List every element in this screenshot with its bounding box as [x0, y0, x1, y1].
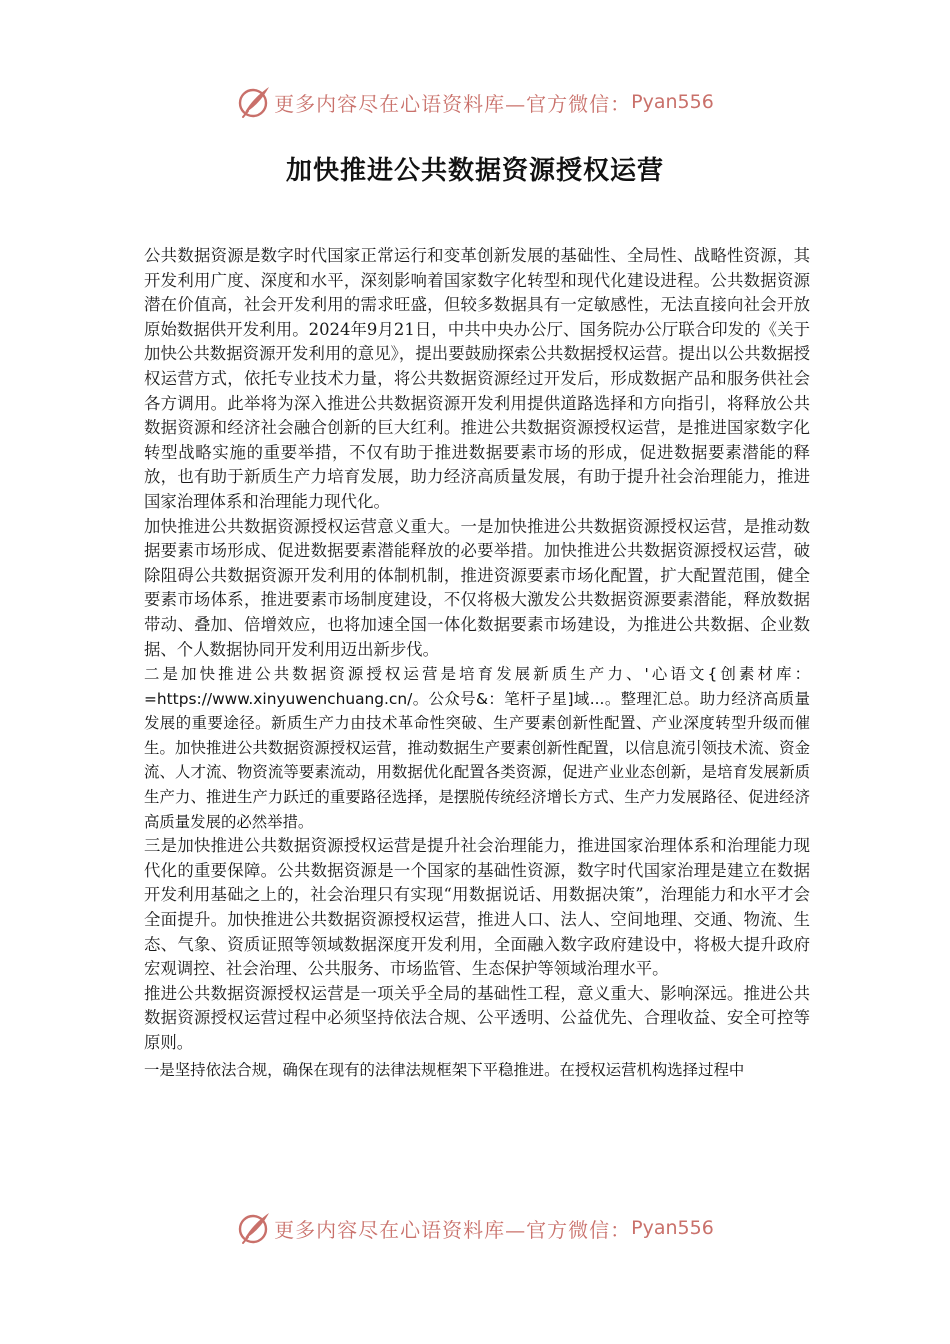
footer-banner [0, 1208, 950, 1248]
banner-wechat-id: Pyan556 [631, 1217, 714, 1239]
document-body [144, 244, 810, 1082]
document-title: 加快推进公共数据资源授权运营 [285, 156, 664, 186]
paragraph-intro: 公共数据资源是数字时代国家正常运行和变革创新发展的基础性、全局性、战略性资源，其开发利用广度、深度和水平，深刻影响着国家数字化转型和现代化建设进程。公共数据资源潜在价值高，社会开发利用的需求旺盛，但较多数据具有一定敏感性，无法直接向社会开放原始数据供开发利用。2024年9月21日，中共中央办公厅、国务院办公厅联合印发的《关于加快公共数据资源开发利用的意见》，提出要鼓励探索公共数据授权运营。提出以公共数据授权运营方式，依托专业技术力量，将公共数据资源经过开发后，形成数据产品和服务供社会各方调用。此举将为深入推进公共数据资源开发利用提供道路选择和方向指引，将释放公共数据资源和经济社会融合创新的巨大红利。推进公共数据资源授权运营，是推进国家数字化转型战略实施的重要举措，不仅有助于推进数据要素市场的形成，促进数据要素潜能的释放，也有助于新质生产力培育发展，助力经济高质量发展，有助于提升社会治理能力，推进国家治理体系和治理能力现代化。 [144, 246, 810, 511]
banner-wechat-id: Pyan556 [631, 91, 714, 113]
paragraph-principles: 推进公共数据资源授权运营是一项关乎全局的基础性工程，意义重大、影响深远。推进公共数据资源授权运营过程中必须坚持依法合规、公平透明、公益优先、合理收益、安全可控等原则。 [144, 983, 810, 1052]
quill-logo-icon [236, 84, 272, 120]
paragraph-principle-one: 一是坚持依法合规，确保在现有的法律法规框架下平稳推进。在授权运营机构选择过程中 [144, 1060, 745, 1079]
paragraph-significance: 加快推进公共数据资源授权运营意义重大。一是加快推进公共数据资源授权运营，是推动数据要素市场形成、促进数据要素潜能释放的必要举措。加快推进公共数据资源授权运营，破除阻碍公共数据资源开发利用的体制机制，推进资源要素市场化配置，扩大配置范围，健全要素市场体系，推进要素市场制度建设，不仅将极大激发公共数据资源要素潜能，释放数据带动、叠加、倍增效应，也将加速全国一体化数据要素市场建设，为推进公共数据、企业数据、个人数据协同开发利用迈出新步伐。 [144, 516, 810, 659]
quill-logo-icon [236, 1210, 272, 1246]
banner-text: 更多内容尽在心语资料库—官方微信： [274, 91, 632, 116]
paragraph-point-three: 三是加快推进公共数据资源授权运营是提升社会治理能力，推进国家治理体系和治理能力现代化的重要保障。公共数据资源是一个国家的基础性资源，数字时代国家治理是建立在数据开发利用基础之上的，社会治理只有实现“用数据说话、用数据决策”，治理能力和水平才会全面提升。加快推进公共数据资源授权运营，推进人口、法人、空间地理、交通、物流、生态、气象、资质证照等领域数据深度开发利用，全面融入数字政府建设中，将极大提升政府宏观调控、社会治理、公共服务、市场监管、生态保护等领域治理水平。 [144, 836, 810, 979]
paragraph-point-two: 二是加快推进公共数据资源授权运营是培育发展新质生产力、'心语文{创素材库：=https://www.xinyuwenchuang.cn/。公众号&：笔杆子星]域...。整理汇总。助力经济高质量发展的重要途径。新质生产力由技术革命性突破、生产要素创新性配置、产业深度转型升级而催生。加快推进公共数据资源授权运营，推动数据生产要素创新性配置，以信息流引领技术流、资金流、人才流、物资流等要素流动，用数据优化配置各类资源，促进产业业态创新，是培育发展新质生产力、推进生产力跃迁的重要路径选择，是摆脱传统经济增长方式、生产力发展路径、促进经济高质量发展的必然举措。 [144, 665, 810, 831]
banner-text: 更多内容尽在心语资料库—官方微信： [274, 1217, 632, 1242]
header-banner [0, 82, 950, 122]
